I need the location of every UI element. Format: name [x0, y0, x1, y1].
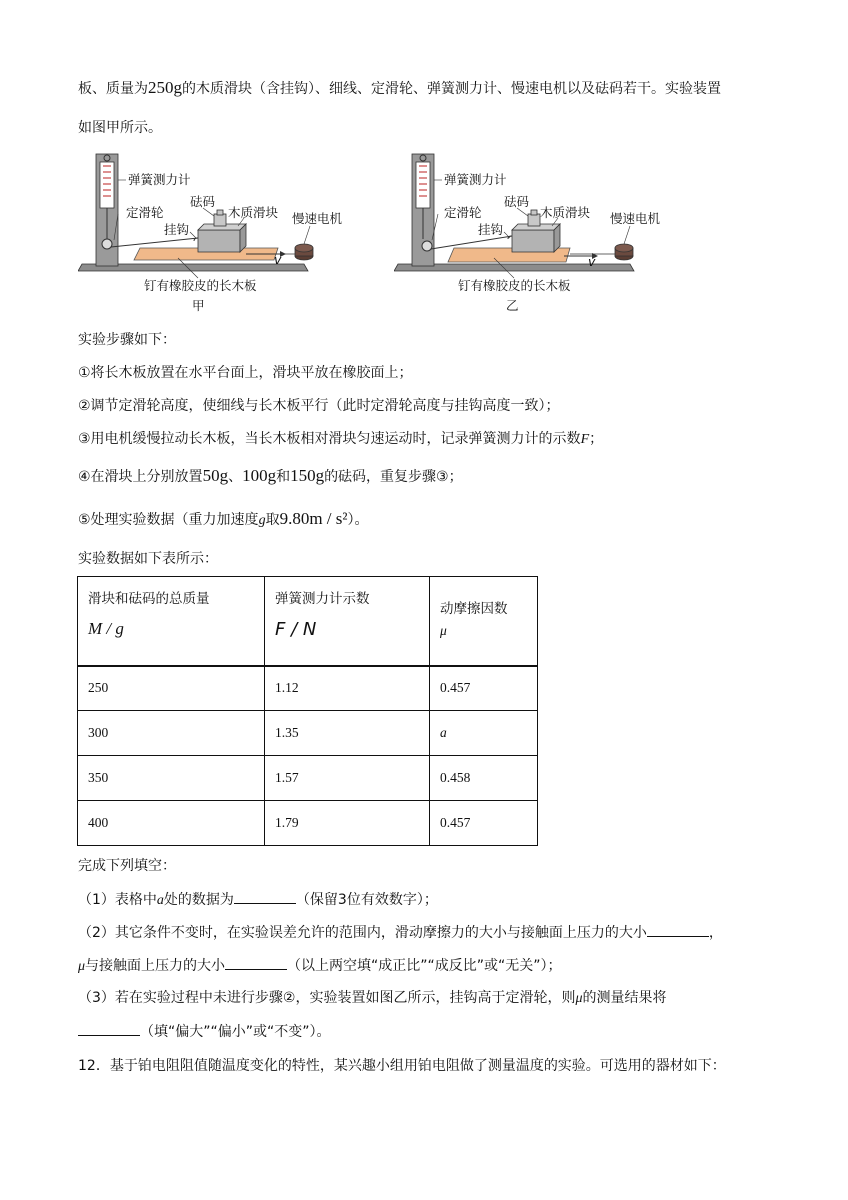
- question-2-line-2: [78, 955, 562, 977]
- label-motor: 慢速电机: [292, 211, 343, 226]
- cell-force: 1.57: [265, 756, 430, 801]
- next-question: 12．基于铂电阻阻值随温度变化的特性，某兴趣小组用铂电阻做了测量温度的实验。可选用的器材如下：: [78, 1058, 726, 1074]
- question-2-line-1: [78, 922, 723, 943]
- step-5-take: 取: [265, 512, 280, 528]
- q2-text-b: ，: [708, 925, 723, 941]
- cell-mass: 250: [78, 666, 265, 711]
- table-header-row: [78, 577, 538, 666]
- q3-text-b: 的测量结果将: [582, 990, 667, 1006]
- cell-mu: 0.457: [430, 666, 538, 711]
- spring-scale: [416, 162, 430, 208]
- data-table: [77, 576, 538, 846]
- mass-100g: 100g: [242, 466, 277, 485]
- steps-title: 实验步骤如下：: [78, 332, 176, 348]
- figure-yi: [394, 150, 670, 318]
- q1-text-a: （1）表格中: [78, 892, 157, 908]
- header-mass-unit: M / g: [88, 619, 124, 638]
- block-mass: 250g: [148, 78, 182, 97]
- step-4-separator: 、: [228, 469, 243, 485]
- step-4: [78, 466, 463, 487]
- q1-answer-blank[interactable]: [234, 889, 296, 904]
- wooden-block: [512, 230, 554, 252]
- label-spring-scale: 弹簧测力计: [128, 172, 191, 187]
- header-mass: [78, 577, 265, 666]
- label-board: 钉有橡胶皮的长木板: [458, 278, 571, 293]
- figure-caption-yi: 乙: [506, 298, 519, 313]
- label-hook: 挂钩: [478, 222, 504, 237]
- q2-variable: μ: [78, 959, 86, 974]
- intro-line-2-text: 如图甲所示。: [78, 120, 162, 136]
- gravity-value: 9.80m / s²: [279, 509, 348, 528]
- wooden-block: [198, 230, 240, 252]
- cell-mu: a: [430, 711, 538, 756]
- table-row: [78, 711, 538, 756]
- header-mu: [430, 577, 538, 666]
- step-3: [78, 429, 603, 450]
- label-pulley: 定滑轮: [444, 205, 482, 220]
- table-row: [78, 801, 538, 846]
- pulley: [102, 239, 112, 249]
- weight: [214, 214, 226, 226]
- cell-mu: 0.457: [430, 801, 538, 846]
- header-mu-unit: μ: [440, 623, 447, 638]
- mass-150g: 150g: [290, 466, 325, 485]
- force-variable: F: [580, 432, 590, 447]
- figure-caption-jia: 甲: [192, 298, 205, 313]
- table-intro: 实验数据如下表所示：: [78, 551, 218, 567]
- table-row: [78, 756, 538, 801]
- step-4-and: 和: [276, 469, 291, 485]
- header-force-label: 弹簧测力计示数: [275, 591, 370, 607]
- step-5-end: ）。: [347, 512, 369, 528]
- gravity-variable: g: [258, 513, 266, 528]
- step-4-end: 的砝码，重复步骤③；: [324, 469, 463, 485]
- header-force: [265, 577, 430, 666]
- step-3-end: ；: [589, 431, 604, 447]
- label-block: 木质滑块: [228, 205, 279, 220]
- table-row: [78, 666, 538, 711]
- q2-answer-blank-1[interactable]: [647, 922, 709, 937]
- step-5-text: ⑤处理实验数据（重力加速度: [78, 512, 259, 528]
- label-block: 木质滑块: [540, 205, 591, 220]
- hook: [194, 238, 198, 241]
- label-motor: 慢速电机: [610, 211, 661, 226]
- cell-force: 1.12: [265, 666, 430, 711]
- q2-text-a: （2）其它条件不变时，在实验误差允许的范围内，滑动摩擦力的大小与接触面上压力的大小: [78, 925, 647, 941]
- cell-mu: 0.458: [430, 756, 538, 801]
- label-spring-scale: 弹簧测力计: [444, 172, 507, 187]
- q3-answer-blank[interactable]: [78, 1021, 140, 1036]
- q2-text-c: 与接触面上压力的大小: [85, 958, 226, 974]
- intro-line-2: [78, 118, 162, 138]
- header-mass-label: 滑块和砝码的总质量: [88, 591, 210, 607]
- intro-line-1: [78, 78, 721, 99]
- label-pulley: 定滑轮: [126, 205, 164, 220]
- label-hook: 挂钩: [164, 222, 190, 237]
- q2-text-d: （以上两空填“成正比”“成反比”或“无关”）；: [287, 958, 562, 974]
- header-force-unit: F / N: [275, 619, 317, 640]
- weight: [528, 214, 540, 226]
- pulley: [422, 241, 432, 251]
- figure-jia: [78, 150, 348, 318]
- intro-text-b: 的木质滑块（含挂钩）、细线、定滑轮、弹簧测力计、慢速电机以及砝码若干。实验装置: [182, 81, 721, 97]
- cell-force: 1.79: [265, 801, 430, 846]
- label-velocity: v: [274, 252, 282, 267]
- spring-scale: [100, 162, 114, 208]
- step-1: ①将长木板放置在水平台面上，滑块平放在橡胶面上；: [78, 365, 413, 381]
- string: [111, 238, 198, 247]
- step-3-text: ③用电机缓慢拉动长木板，当长木板相对滑块匀速运动时，记录弹簧测力计的示数: [78, 431, 581, 447]
- q1-variable: a: [156, 893, 164, 908]
- step-2: ②调节定滑轮高度，使细线与长木板平行（此时定滑轮高度与挂钩高度一致）；: [78, 398, 560, 414]
- string: [431, 236, 512, 249]
- question-3-line-1: [78, 988, 667, 1009]
- questions-title: 完成下列填空：: [78, 858, 176, 874]
- label-board: 钉有橡胶皮的长木板: [144, 278, 257, 293]
- q2-answer-blank-2[interactable]: [225, 955, 287, 970]
- question-1: [78, 889, 438, 911]
- q1-text-b: 处的数据为: [163, 892, 234, 908]
- cell-mass: 350: [78, 756, 265, 801]
- step-4-text: ④在滑块上分别放置: [78, 469, 203, 485]
- label-weight: 砝码: [504, 194, 530, 209]
- cell-mass: 400: [78, 801, 265, 846]
- cell-mass: 300: [78, 711, 265, 756]
- step-5: [78, 509, 368, 531]
- q3-text-a: （3）若在实验过程中未进行步骤②，实验装置如图乙所示，挂钩高于定滑轮，则: [78, 990, 576, 1006]
- header-mu-label: 动摩擦因数: [440, 601, 508, 617]
- label-weight: 砝码: [190, 194, 216, 209]
- label-velocity: v: [588, 254, 596, 269]
- cell-force: 1.35: [265, 711, 430, 756]
- question-3-line-2: [78, 1021, 331, 1042]
- q1-text-c: （保留3位有效数字）；: [295, 892, 438, 908]
- intro-text-a: 板、质量为: [78, 81, 148, 97]
- q3-variable: μ: [575, 991, 583, 1006]
- q3-text-c: （填“偏大”“偏小”或“不变”）。: [140, 1024, 331, 1040]
- mass-50g: 50g: [202, 466, 229, 485]
